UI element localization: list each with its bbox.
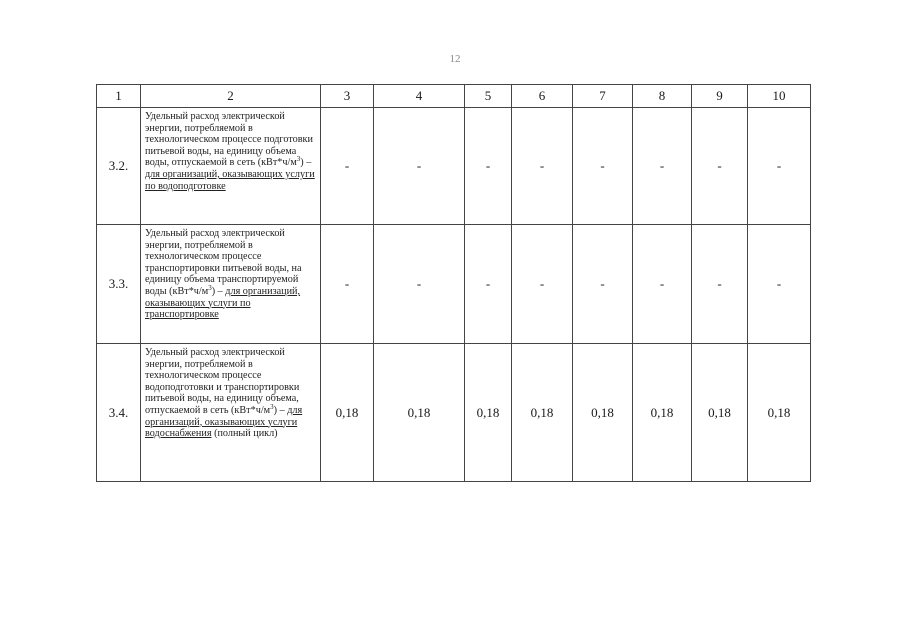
page-number: 12 <box>449 53 461 65</box>
superscript: 3 <box>270 402 274 411</box>
description-underlined: для организаций, оказывающих услуги по водоподготовке <box>145 168 315 192</box>
value-cell: - <box>573 225 633 344</box>
description-underlined: для организаций, оказывающих услуги по транспортировке <box>145 285 301 321</box>
value-cell: - <box>374 108 465 225</box>
value-cell: - <box>633 225 692 344</box>
header-cell: 3 <box>321 85 374 108</box>
value-cell: - <box>748 108 811 225</box>
value-cell: 0,18 <box>374 344 465 482</box>
value-cell: - <box>321 108 374 225</box>
header-cell: 5 <box>465 85 512 108</box>
description-text: ) – <box>273 404 285 416</box>
value-cell: - <box>573 108 633 225</box>
description-text: ) – <box>211 285 223 297</box>
value-cell: - <box>512 225 573 344</box>
value-cell: 0,18 <box>748 344 811 482</box>
value-cell: 0,18 <box>573 344 633 482</box>
description-text: Удельный расход электрической энергии, потребляемой в технологическом процессе подготовки питьевой воды, на единицу объема воды, отпускаемой в сеть (кВт*ч/м <box>145 111 313 169</box>
value-cell: 0,18 <box>512 344 573 482</box>
row-description <box>141 108 321 225</box>
header-row <box>97 85 811 108</box>
superscript: 3 <box>208 283 212 292</box>
header-cell: 6 <box>512 85 573 108</box>
value-cell: - <box>465 108 512 225</box>
value-cell: - <box>748 225 811 344</box>
value-cell: - <box>633 108 692 225</box>
value-cell: 0,18 <box>321 344 374 482</box>
header-cell: 9 <box>692 85 748 108</box>
table-row <box>97 108 811 225</box>
superscript: 3 <box>296 155 301 164</box>
indicators-table <box>96 84 811 482</box>
header-cell: 4 <box>374 85 465 108</box>
table-row <box>97 344 811 482</box>
header-cell: 2 <box>141 85 321 108</box>
value-cell: - <box>465 225 512 344</box>
description-text: Удельный расход электрической энергии, потребляемой в технологическом процессе водоподготовки и транспортировки питьевой воды, на единицу объема, отпускаемой в сеть (кВт*ч/м <box>145 347 300 416</box>
description-text: ) – <box>300 157 312 169</box>
row-number: 3.3. <box>97 225 141 344</box>
header-cell: 8 <box>633 85 692 108</box>
value-cell: - <box>321 225 374 344</box>
row-description <box>141 225 321 344</box>
row-number: 3.4. <box>97 344 141 482</box>
value-cell: 0,18 <box>633 344 692 482</box>
value-cell: 0,18 <box>465 344 512 482</box>
value-cell: - <box>374 225 465 344</box>
value-cell: - <box>692 225 748 344</box>
header-cell: 10 <box>748 85 811 108</box>
description-underlined: для организаций, оказывающих услуги водоснабжения <box>145 404 303 440</box>
header-cell: 7 <box>573 85 633 108</box>
description-text: Удельный расход электрической энергии, потребляемой в технологическом процессе транспортировки питьевой воды, на единицу объема транспортируемой воды (кВт*ч/м <box>145 228 302 297</box>
row-description <box>141 344 321 482</box>
value-cell: 0,18 <box>692 344 748 482</box>
value-cell: - <box>512 108 573 225</box>
table-row <box>97 225 811 344</box>
header-cell: 1 <box>97 85 141 108</box>
row-number: 3.2. <box>97 108 141 225</box>
description-text: (полный цикл) <box>214 428 278 440</box>
value-cell: - <box>692 108 748 225</box>
